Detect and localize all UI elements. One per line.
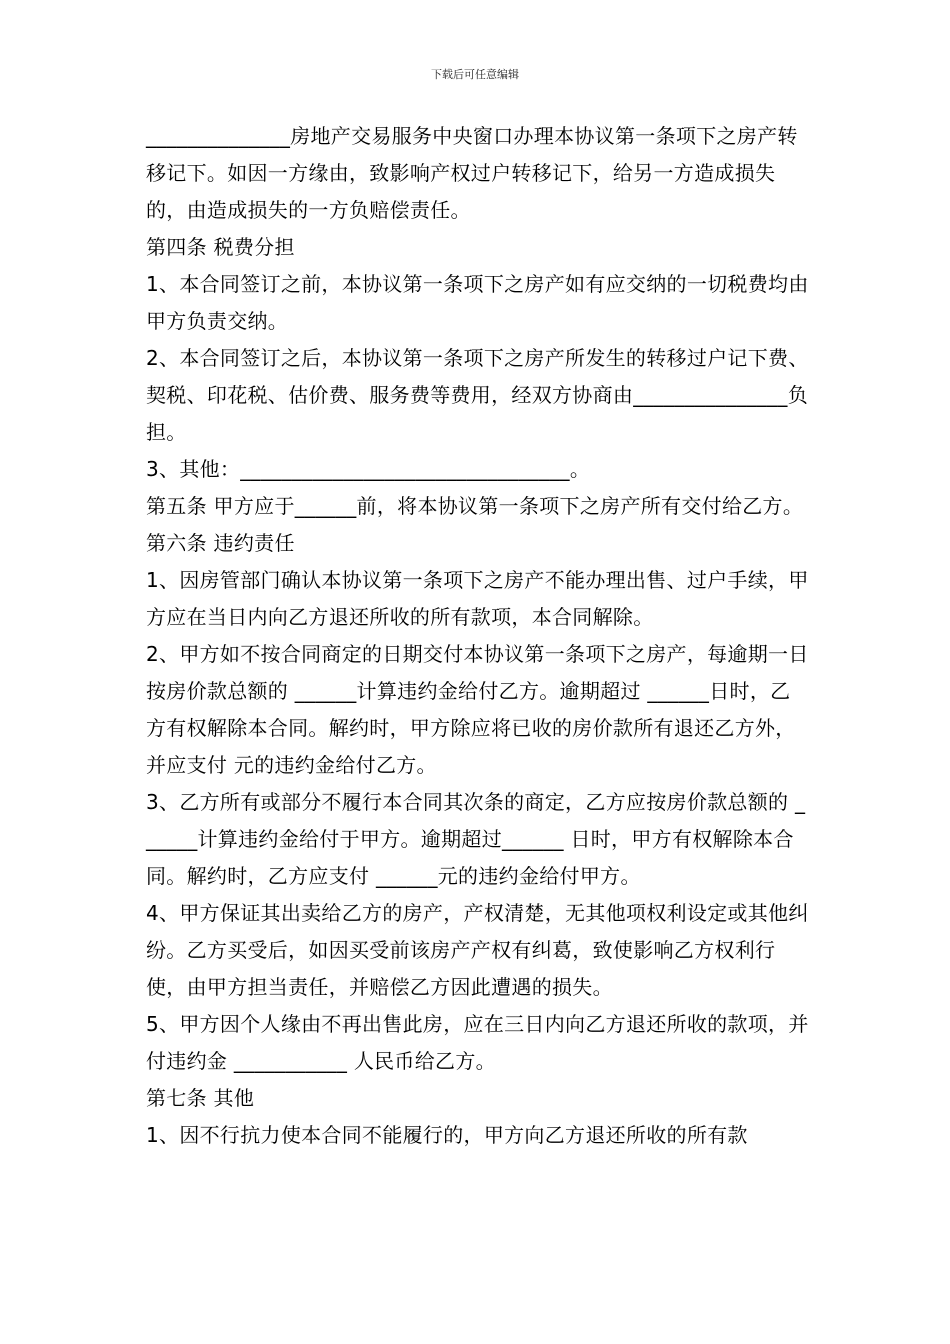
page-header: 下载后可任意编辑 <box>431 68 519 81</box>
paragraph-other-1: 1、因不行抗力使本合同不能履行的，甲方向乙方退还所收的所有款 <box>146 1123 748 1147</box>
paragraph-tax-2: 2、本合同签订之后，本协议第一条项下之房产所发生的转移过户记下费、契税、印花税、估价费、服务费等费用，经双方协商由_______________负担。 <box>146 346 809 444</box>
paragraph-tax-3: 3、其他：________________________________。 <box>146 457 591 481</box>
paragraph-breach-3: 3、乙方所有或部分不履行本合同其次条的商定，乙方应按房价款总额的 ______计算违约金给付于甲方。逾期超过______ 日时，甲方有权解除本合同。解约时，乙方应支付 ______元的违约金给付甲方。 <box>146 790 806 888</box>
paragraph-tax-1: 1、本合同签订之前，本协议第一条项下之房产如有应交纳的一切税费均由甲方负责交纳。 <box>146 272 809 333</box>
article-7-heading: 第七条 其他 <box>146 1086 255 1110</box>
paragraph-breach-2: 2、甲方如不按合同商定的日期交付本协议第一条项下之房产，每逾期一日按房价款总额的 ______计算违约金给付乙方。逾期超过 ______日时，乙方有权解除本合同。解约时，甲方除应将已收的房价款所有退还乙方外，并应支付 元的违约金给付乙方。 <box>146 642 809 777</box>
paragraph-breach-4: 4、甲方保证其出卖给乙方的房产，产权清楚，无其他项权利设定或其他纠纷。乙方买受后，如因买受前该房产产权有纠葛，致使影响乙方权利行使，由甲方担当责任，并赔偿乙方因此遭遇的损失。 <box>146 901 809 999</box>
paragraph-registration: ______________房地产交易服务中央窗口办理本协议第一条项下之房产转移记下。如因一方缘由，致影响产权过户转移记下，给另一方造成损失的，由造成损失的一方负赔偿责任。 <box>146 124 798 222</box>
article-4-heading: 第四条 税费分担 <box>146 235 295 259</box>
article-5-paragraph: 第五条 甲方应于______前，将本协议第一条项下之房产所有交付给乙方。 <box>146 494 804 518</box>
document-body <box>146 118 810 1154</box>
paragraph-breach-1: 1、因房管部门确认本协议第一条项下之房产不能办理出售、过户手续，甲方应在当日内向乙方退还所收的所有款项，本合同解除。 <box>146 568 809 629</box>
article-6-heading: 第六条 违约责任 <box>146 531 295 555</box>
paragraph-breach-5: 5、甲方因个人缘由不再出售此房，应在三日内向乙方退还所收的款项，并付违约金 ___________ 人民币给乙方。 <box>146 1012 809 1073</box>
